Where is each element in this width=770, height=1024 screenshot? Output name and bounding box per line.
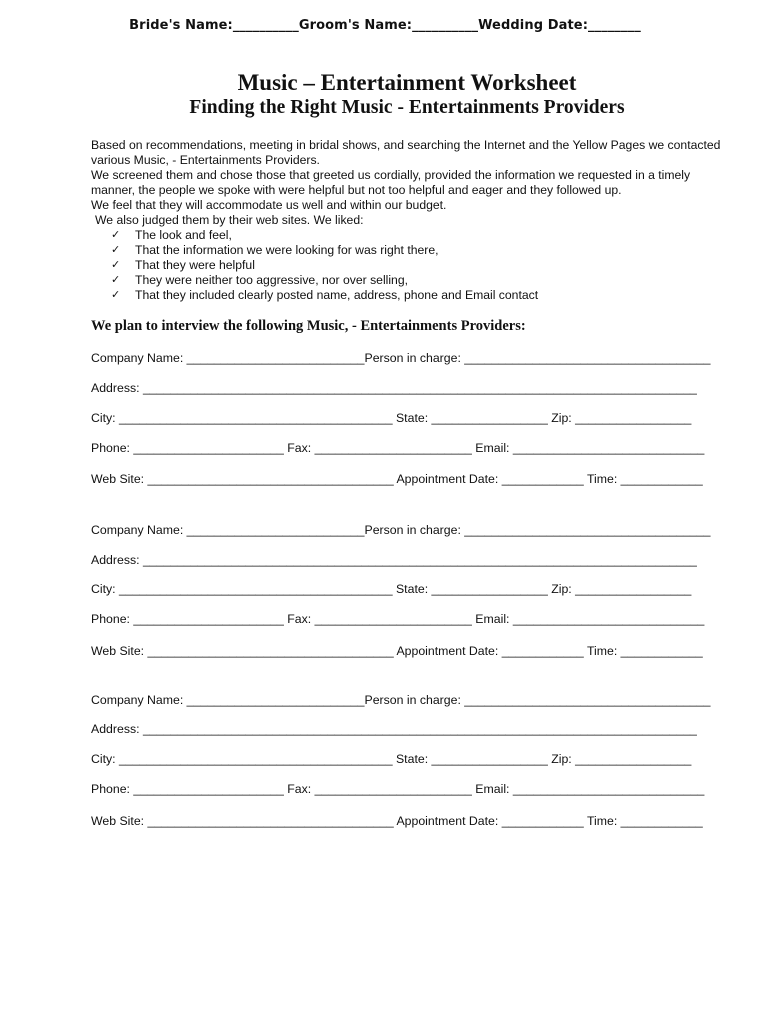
- couple-info-header: Bride's Name:__________Groom's Name:__________Wedding Date:________: [129, 18, 641, 33]
- checklist-item: [111, 273, 731, 288]
- company-name-line[interactable]: Company Name: __________________________Person in charge: ____________________________________: [91, 351, 711, 365]
- website-appointment-line[interactable]: Web Site: ____________________________________ Appointment Date: ____________ Time: ____________: [91, 814, 703, 828]
- checklist-item-text: The look and feel,: [135, 228, 232, 242]
- address-line[interactable]: Address: _________________________________________________________________________________: [91, 381, 697, 395]
- phone-fax-email-line[interactable]: Phone: ______________________ Fax: _______________________ Email: ____________________________: [91, 782, 705, 796]
- phone-fax-email-line[interactable]: Phone: ______________________ Fax: _______________________ Email: ____________________________: [91, 441, 705, 455]
- criteria-checklist: [91, 228, 731, 303]
- checkmark-icon: ✓: [111, 274, 121, 286]
- checklist-item-text: That the information we were looking for was right there,: [135, 243, 439, 257]
- website-appointment-line[interactable]: Web Site: ____________________________________ Appointment Date: ____________ Time: ____________: [91, 644, 703, 658]
- checkmark-icon: ✓: [111, 244, 121, 256]
- company-name-line[interactable]: Company Name: __________________________Person in charge: ____________________________________: [91, 693, 711, 707]
- checkmark-icon: ✓: [111, 289, 121, 301]
- checklist-item-text: That they were helpful: [135, 258, 255, 272]
- intro-paragraph-2: We screened them and chose those that greeted us cordially, provided the information we requested in a timely manner, the people we spoke with were helpful but not too helpful and eager and they followed up.: [91, 168, 691, 197]
- intro-paragraph-1: Based on recommendations, meeting in bridal shows, and searching the Internet and the Yellow Pages we contacted various Music, - Entertainments Providers.: [91, 138, 721, 167]
- page-subtitle: Finding the Right Music - Entertainments Providers: [189, 97, 625, 118]
- checkmark-icon: ✓: [111, 259, 121, 271]
- checklist-item: [111, 243, 731, 258]
- checklist-item: [111, 228, 731, 243]
- checklist-item-text: That they included clearly posted name, address, phone and Email contact: [135, 288, 539, 302]
- intro-section: [91, 138, 731, 303]
- website-appointment-line[interactable]: Web Site: ____________________________________ Appointment Date: ____________ Time: ____________: [91, 472, 703, 486]
- checklist-item-text: They were neither too aggressive, nor over selling,: [135, 273, 409, 287]
- company-name-line[interactable]: Company Name: __________________________Person in charge: ____________________________________: [91, 523, 711, 537]
- address-line[interactable]: Address: _________________________________________________________________________________: [91, 553, 697, 567]
- page-title: Music – Entertainment Worksheet: [237, 70, 577, 95]
- phone-fax-email-line[interactable]: Phone: ______________________ Fax: _______________________ Email: ____________________________: [91, 612, 705, 626]
- city-state-zip-line[interactable]: City: ________________________________________ State: _________________ Zip: _________________: [91, 752, 692, 766]
- checklist-item: [111, 288, 731, 303]
- city-state-zip-line[interactable]: City: ________________________________________ State: _________________ Zip: _________________: [91, 411, 692, 425]
- address-line[interactable]: Address: _________________________________________________________________________________: [91, 722, 697, 736]
- intro-paragraph-4: We also judged them by their web sites. We liked:: [95, 213, 364, 227]
- checklist-item: [111, 258, 731, 273]
- plan-heading: We plan to interview the following Music, - Entertainments Providers:: [91, 318, 526, 334]
- checkmark-icon: ✓: [111, 229, 121, 241]
- intro-paragraph-3: We feel that they will accommodate us well and within our budget.: [91, 198, 447, 212]
- city-state-zip-line[interactable]: City: ________________________________________ State: _________________ Zip: _________________: [91, 582, 692, 596]
